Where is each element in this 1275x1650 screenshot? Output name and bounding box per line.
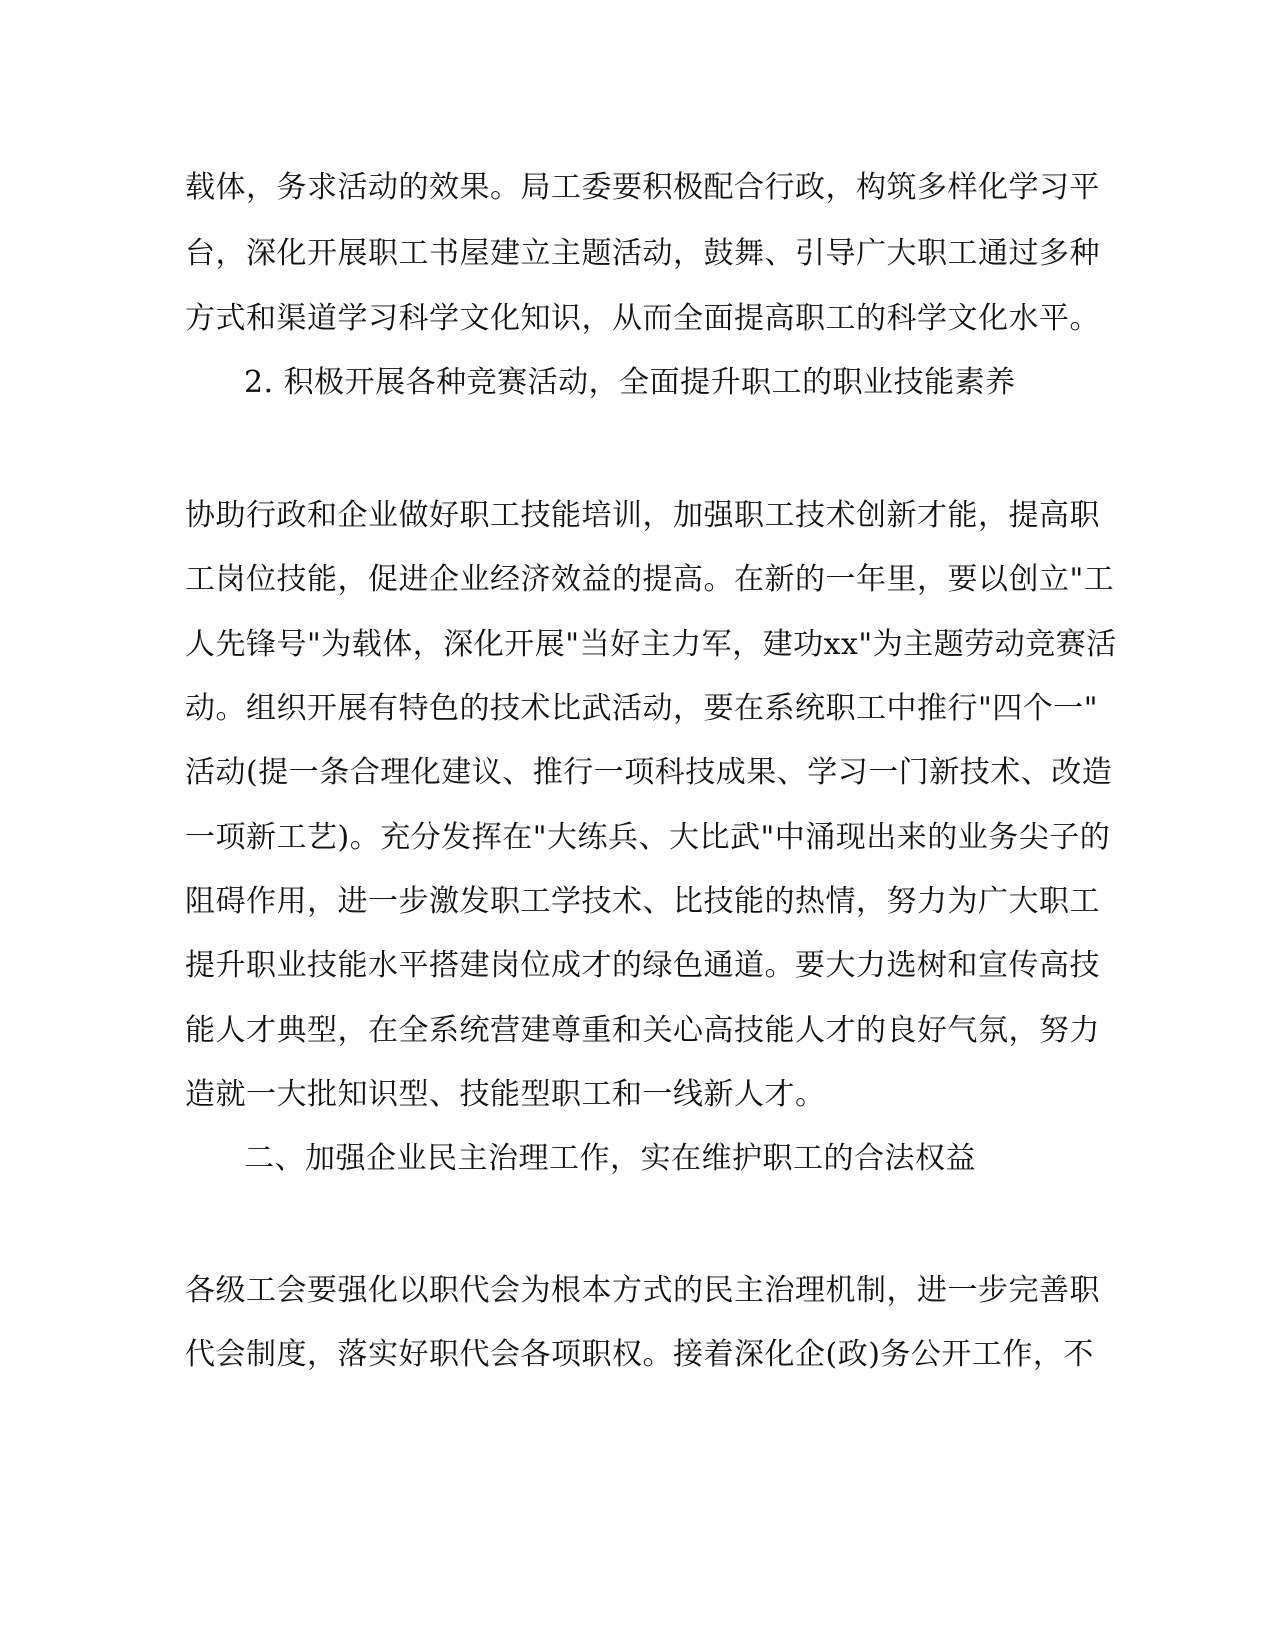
paragraph-line: 各级工会要强化以职代会为根本方式的民主治理机制，进一步完善职 [185,1273,1100,1308]
paragraph-line: 方式和渠道学习科学文化知识，从而全面提高职工的科学文化水平。 [185,301,1100,336]
paragraph-line: 能人才典型，在全系统营建尊重和关心高技能人才的良好气氛，努力 [185,1013,1100,1048]
paragraph-line: 动。组织开展有特色的技术比武活动，要在系统职工中推行"四个一" [185,691,1099,726]
paragraph-line: 一项新工艺)。充分发挥在"大练兵、大比武"中涌现出来的业务尖子的 [185,820,1111,855]
paragraph-line: 协助行政和企业做好职工技能培训，加强职工技术创新才能，提高职 [185,498,1100,533]
paragraph-line: 人先锋号"为载体，深化开展"当好主力军，建功xx"为主题劳动竞赛活 [185,627,1117,662]
paragraph-line: 台，深化开展职工书屋建立主题活动，鼓舞、引导广大职工通过多种 [185,236,1100,271]
paragraph-line: 阻碍作用，进一步激发职工学技术、比技能的热情，努力为广大职工 [185,884,1100,919]
paragraph-line: 活动(提一条合理化建议、推行一项科技成果、学习一门新技术、改造 [185,755,1113,790]
paragraph-line: 载体，务求活动的效果。局工委要积极配合行政，构筑多样化学习平 [185,170,1100,205]
paragraph-line: 代会制度，落实好职代会各项职权。接着深化企(政)务公开工作，不 [185,1337,1094,1372]
paragraph-line: 工岗位技能，促进企业经济效益的提高。在新的一年里，要以创立"工 [185,562,1115,597]
section-heading: 二、加强企业民主治理工作，实在维护职工的合法权益 [244,1141,976,1176]
paragraph-line: 造就一大批知识型、技能型职工和一线新人才。 [185,1077,826,1112]
section-heading: 2. 积极开展各种竞赛活动，全面提升职工的职业技能素养 [244,365,1016,400]
paragraph-line: 提升职业技能水平搭建岗位成才的绿色通道。要大力选树和宣传高技 [185,948,1100,983]
